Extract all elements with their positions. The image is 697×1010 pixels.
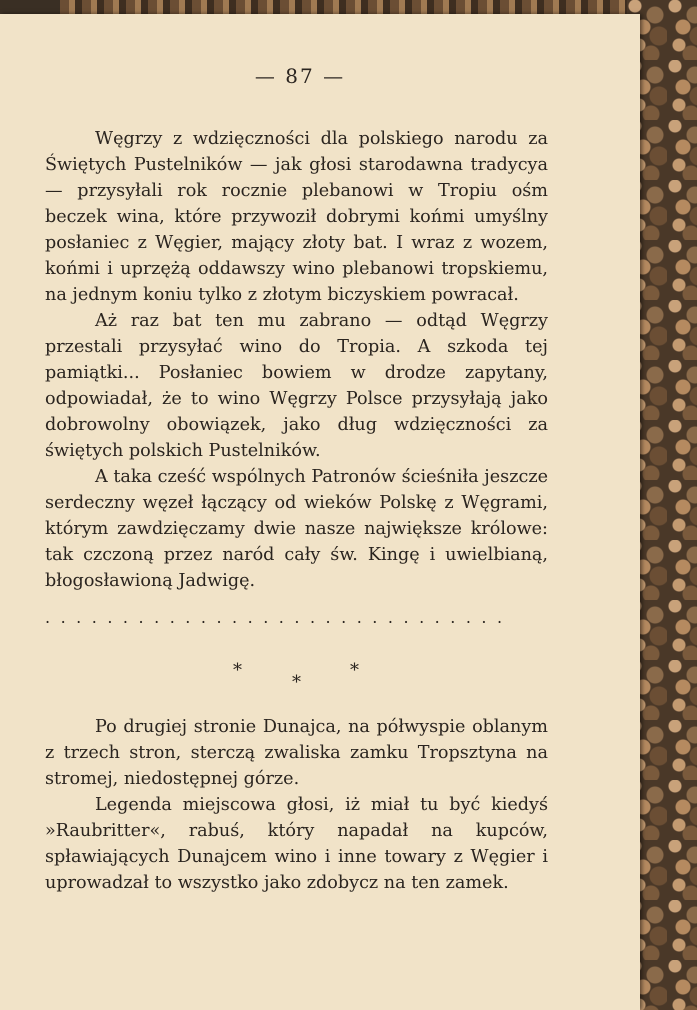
paragraph: Legenda miejscowa głosi, iż miał tu być kiedyś »Raubritter«, rabuś, który napadał na kupców, spławiających Dunajcem wino i inne towary z Węgier i uprowadzał to wszystko jako zdobycz na ten zamek. bbox=[45, 795, 548, 893]
asterism-separator bbox=[0, 660, 600, 700]
asterisk: * bbox=[350, 660, 359, 681]
text-section-2 bbox=[45, 714, 548, 896]
page-number: — 87 — bbox=[254, 64, 346, 88]
book-page bbox=[0, 14, 640, 1010]
text-section-1 bbox=[45, 126, 548, 594]
asterisk: * bbox=[292, 672, 301, 693]
paragraph: Po drugiej stronie Dunajca, na półwyspie oblanym z trzech stron, sterczą zwaliska zamku Tropsztyna na stromej, niedostępnej górze. bbox=[45, 717, 548, 789]
paragraph: Węgrzy z wdzięczności dla polskiego narodu za Świętych Pustelników — jak głosi starodawna tradycya — przysyłali rok rocznie plebanowi w Tropiu ośm beczek wina, które przywoził dobrymi końmi umyślny posłaniec z Węgier, mający złoty bat. I wraz z wozem, końmi i uprzężą oddawszy wino plebanowi tropskiemu, na jednym koniu tylko z złotym biczyskiem powracał. bbox=[45, 129, 548, 305]
paragraph: Aż raz bat ten mu zabrano — odtąd Węgrzy przestali przysyłać wino do Tropia. A szkoda tej pamiątki... Posłaniec bowiem w drodze zapytany, odpowiadał, że to wino Węgrzy Polsce przysyłają jako dobrowolny obowiązek, jako dług wdzięczności za świętych polskich Pustelników. bbox=[45, 311, 548, 461]
asterisk: * bbox=[233, 660, 242, 681]
dotted-line: .............................. bbox=[45, 608, 513, 627]
paragraph: A taka cześć wspólnych Patronów ścieśniła jeszcze serdeczny węzeł łączący od wieków Polskę z Węgrami, którym zawdzięczamy dwie nasze największe królowe: tak czczoną przez naród cały św. Kingę i uwielbianą, błogosławioną Jadwigę. bbox=[45, 467, 548, 591]
